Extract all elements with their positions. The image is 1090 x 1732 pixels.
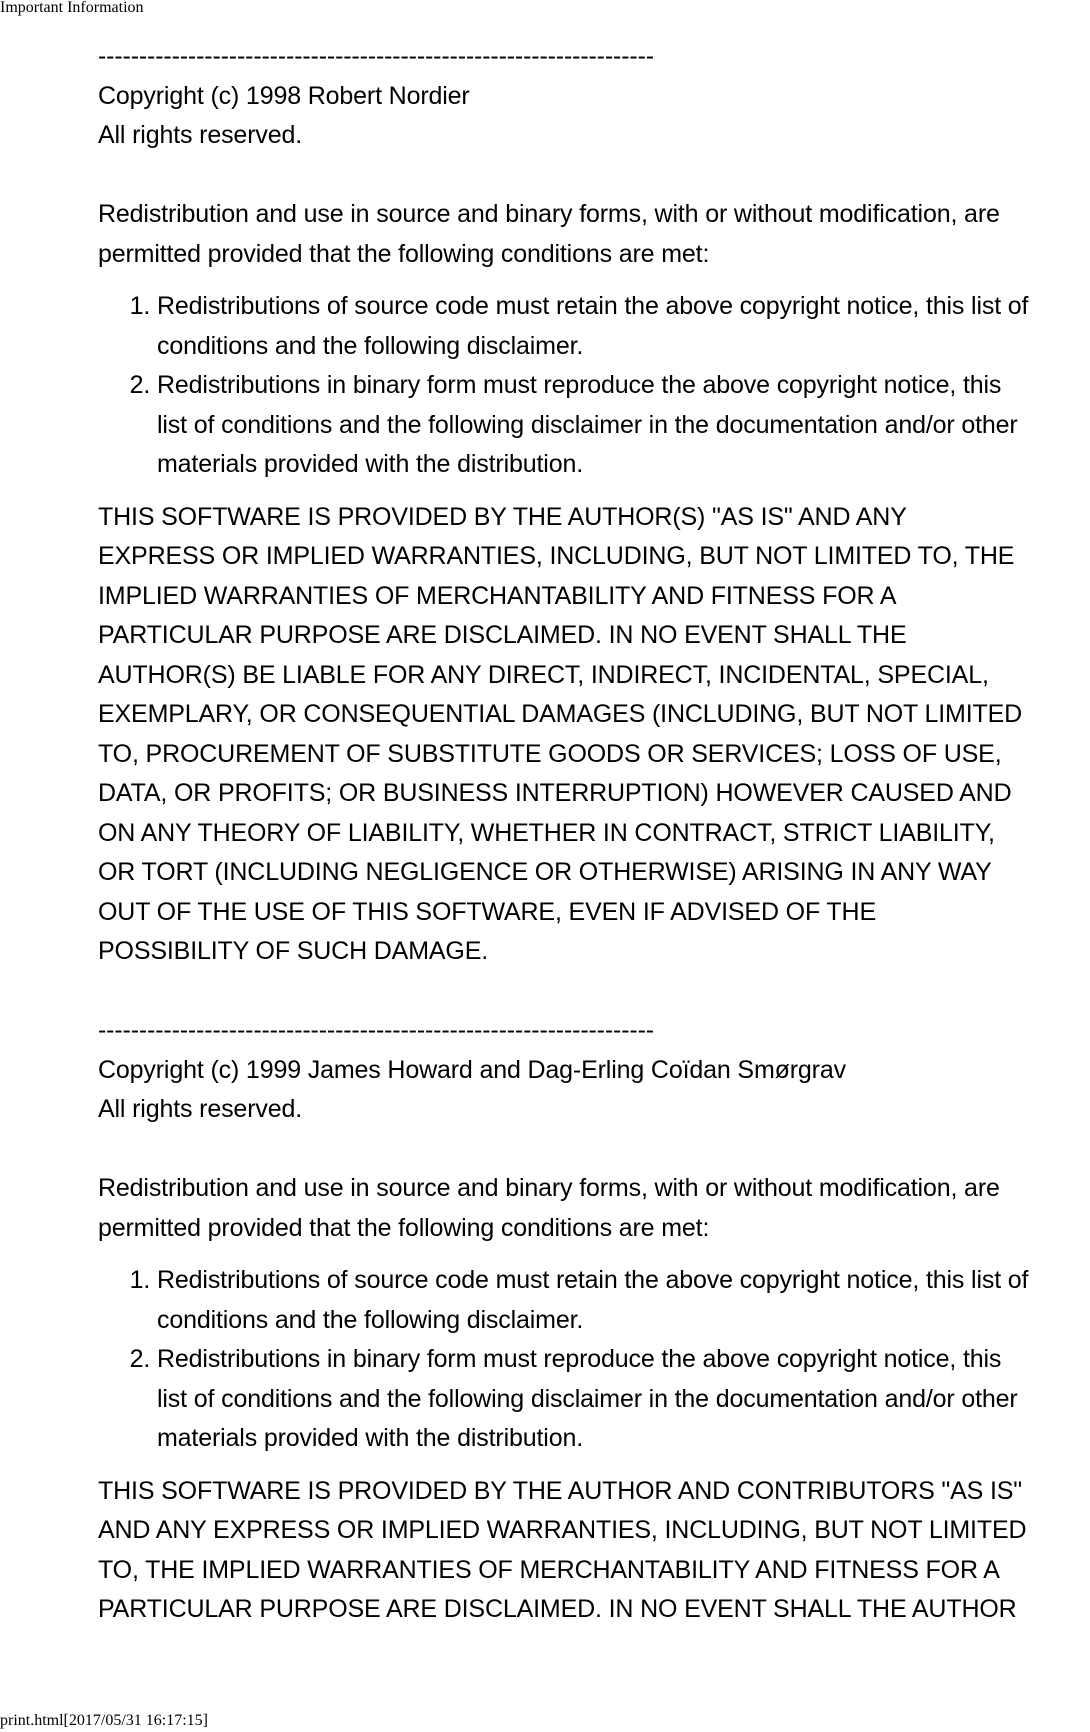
condition-line: 2. Redistributions in binary form must reproduce the above copyright notice, this <box>157 1345 1002 1373</box>
license-content <box>98 37 1090 1630</box>
condition-line: materials provided with the distribution. <box>157 1424 584 1452</box>
rights-reserved: All rights reserved. <box>98 121 303 149</box>
conditions-list <box>98 1261 1090 1459</box>
disclaimer-line: EXEMPLARY, OR CONSEQUENTIAL DAMAGES (INCLUDING, BUT NOT LIMITED <box>98 700 1023 728</box>
disclaimer-line: DATA, OR PROFITS; OR BUSINESS INTERRUPTION) HOWEVER CAUSED AND <box>98 779 1012 807</box>
copyright-notice: Copyright (c) 1999 James Howard and Dag-Erling Coïdan Smørgrav <box>98 1055 846 1084</box>
condition-line: materials provided with the distribution. <box>157 450 584 478</box>
intro-line: permitted provided that the following conditions are met: <box>98 239 710 268</box>
conditions-list <box>98 287 1090 485</box>
separator-line: -------------------------------------------------------------------- <box>98 42 654 70</box>
disclaimer-line: PARTICULAR PURPOSE ARE DISCLAIMED. IN NO EVENT SHALL THE AUTHOR <box>98 1595 1017 1623</box>
disclaimer-line: OUT OF THE USE OF THIS SOFTWARE, EVEN IF ADVISED OF THE <box>98 897 876 926</box>
license-block-nordier <box>98 37 1090 972</box>
disclaimer-line: TO, PROCUREMENT OF SUBSTITUTE GOODS OR SERVICES; LOSS OF USE, <box>98 739 1002 768</box>
condition-line: 2. Redistributions in binary form must reproduce the above copyright notice, this <box>157 371 1002 399</box>
condition-item <box>157 287 1090 366</box>
intro-line: Redistribution and use in source and binary forms, with or without modification, are <box>98 1174 1000 1202</box>
redistribution-intro <box>98 195 1090 274</box>
disclaimer-line: AND ANY EXPRESS OR IMPLIED WARRANTIES, INCLUDING, BUT NOT LIMITED <box>98 1516 1027 1544</box>
disclaimer-line: EXPRESS OR IMPLIED WARRANTIES, INCLUDING, BUT NOT LIMITED TO, THE <box>98 542 1015 570</box>
warranty-disclaimer <box>98 1472 1090 1630</box>
rights-reserved: All rights reserved. <box>98 1095 303 1123</box>
condition-line: 1. Redistributions of source code must retain the above copyright notice, this list of <box>157 1266 1029 1294</box>
condition-line: conditions and the following disclaimer. <box>157 1305 584 1334</box>
disclaimer-line: ON ANY THEORY OF LIABILITY, WHETHER IN CONTRACT, STRICT LIABILITY, <box>98 818 995 847</box>
disclaimer-line: OR TORT (INCLUDING NEGLIGENCE OR OTHERWISE) ARISING IN ANY WAY <box>98 858 992 886</box>
disclaimer-line: THIS SOFTWARE IS PROVIDED BY THE AUTHOR AND CONTRIBUTORS "AS IS" <box>98 1476 1023 1505</box>
license-block-howard-smorgrav <box>98 1011 1090 1630</box>
page-footer-source: print.html[2017/05/31 16:17:15] <box>0 1712 208 1729</box>
condition-line: 1. Redistributions of source code must retain the above copyright notice, this list of <box>157 292 1029 320</box>
intro-line: permitted provided that the following conditions are met: <box>98 1213 710 1242</box>
condition-item <box>157 366 1090 485</box>
intro-line: Redistribution and use in source and binary forms, with or without modification, are <box>98 200 1000 228</box>
disclaimer-line: AUTHOR(S) BE LIABLE FOR ANY DIRECT, INDIRECT, INCIDENTAL, SPECIAL, <box>98 660 989 689</box>
condition-line: list of conditions and the following disclaimer in the documentation and/or other <box>157 1384 1018 1413</box>
disclaimer-line: THIS SOFTWARE IS PROVIDED BY THE AUTHOR(S) "AS IS" AND ANY <box>98 502 907 531</box>
copyright-notice: Copyright (c) 1998 Robert Nordier <box>98 81 470 110</box>
condition-item <box>157 1261 1090 1340</box>
disclaimer-line: PARTICULAR PURPOSE ARE DISCLAIMED. IN NO EVENT SHALL THE <box>98 621 907 649</box>
disclaimer-line: POSSIBILITY OF SUCH DAMAGE. <box>98 937 489 965</box>
condition-line: list of conditions and the following disclaimer in the documentation and/or other <box>157 410 1018 439</box>
blank-line <box>98 1130 1090 1170</box>
condition-item <box>157 1340 1090 1459</box>
disclaimer-line: IMPLIED WARRANTIES OF MERCHANTABILITY AND FITNESS FOR A <box>98 581 897 610</box>
separator-line: -------------------------------------------------------------------- <box>98 1016 654 1044</box>
condition-line: conditions and the following disclaimer. <box>157 331 584 360</box>
warranty-disclaimer <box>98 498 1090 972</box>
page-header-title: Important Information <box>0 0 144 16</box>
redistribution-intro <box>98 1169 1090 1248</box>
blank-line <box>98 156 1090 196</box>
block-gap <box>98 972 1090 1012</box>
disclaimer-line: TO, THE IMPLIED WARRANTIES OF MERCHANTABILITY AND FITNESS FOR A <box>98 1555 1000 1584</box>
